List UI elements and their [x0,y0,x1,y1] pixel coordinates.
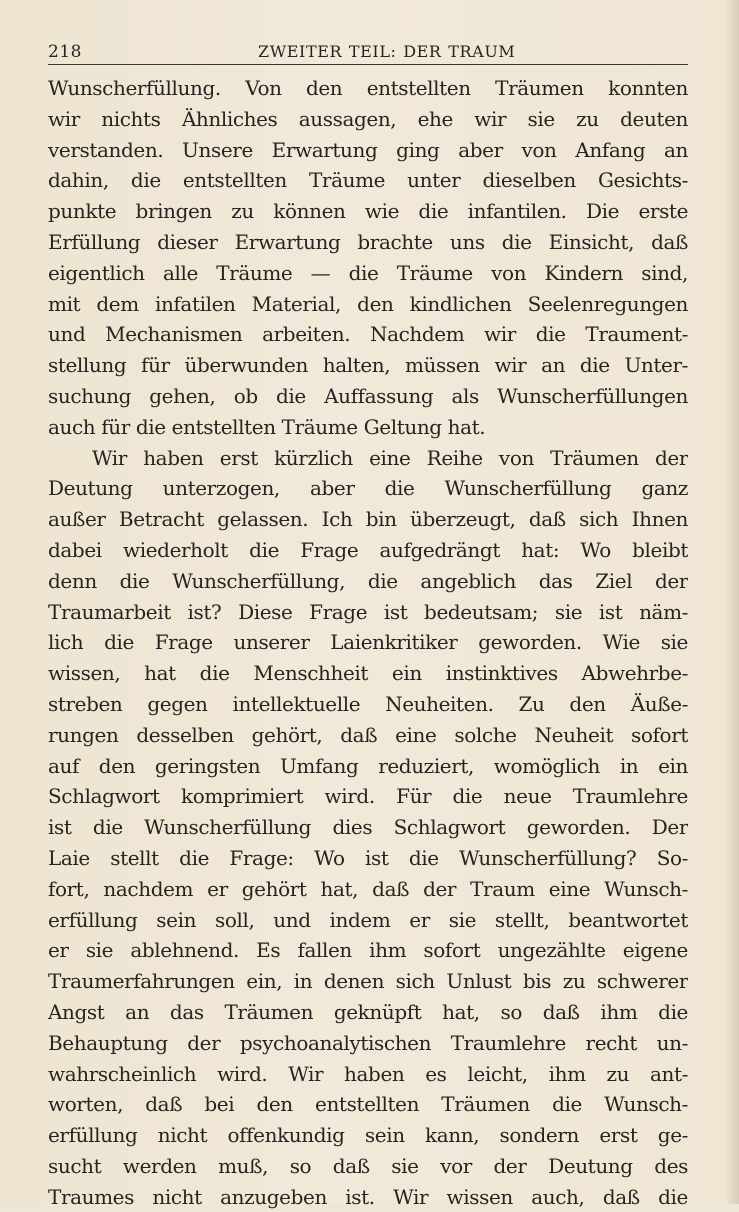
text-line: Wunscherfüllung. Von den entstellten Träumen konnten [48,76,688,100]
text-line: lich die Frage unserer Laienkritiker geworden. Wie sie [48,630,688,655]
text-line: sucht werden muß, so daß sie vor der Deutung des [48,1153,688,1178]
text-line: stellung für überwunden halten, müssen wir an die Unter- [48,353,688,378]
text-line: eigentlich alle Träume — die Träume von Kindern sind, [48,260,688,285]
text-line: Traumes nicht anzugeben ist. Wir wissen auch, daß die [48,1184,688,1209]
running-head: ZWEITER TEIL: DER TRAUM [258,42,516,61]
page-number: 218 [48,42,82,62]
text-line: dahin, die entstellten Träume unter dieselben Gesichts- [48,168,688,193]
text-line: streben gegen intellektuelle Neuheiten. Zu den Äuße- [48,691,688,716]
text-line: auf den geringsten Umfang reduziert, womöglich in ein [48,753,688,778]
text-line: Wir haben erst kürzlich eine Reihe von Träumen der [92,445,688,470]
text-line: dabei wiederholt die Frage aufgedrängt hat: Wo bleibt [48,537,688,562]
text-line: Behauptung der psychoanalytischen Traumlehre recht un- [48,1030,688,1055]
text-line: denn die Wunscherfüllung, die angeblich das Ziel der [48,568,688,593]
text-line: Deutung unterzogen, aber die Wunscherfüllung ganz [48,476,688,501]
text-line: erfüllung sein soll, und indem er sie stellt, beantwortet [48,907,688,932]
text-line: wahrscheinlich wird. Wir haben es leicht, ihm zu ant- [48,1061,688,1086]
text-line: und Mechanismen arbeiten. Nachdem wir die Traument- [48,322,688,347]
text-line: fort, nachdem er gehört hat, daß der Traum eine Wunsch- [48,876,688,901]
text-line: rungen desselben gehört, daß eine solche Neuheit sofort [48,722,688,747]
text-line: außer Betracht gelassen. Ich bin überzeugt, daß sich Ihnen [48,507,688,532]
text-line: Traumarbeit ist? Diese Frage ist bedeutsam; sie ist näm- [48,599,688,624]
paragraph-1 [48,73,688,443]
body-text [48,73,688,1212]
text-line: Angst an das Träumen geknüpft hat, so daß ihm die [48,999,688,1024]
text-line: wissen, hat die Menschheit ein instinktives Abwehrbe- [48,661,688,686]
text-line: Erfüllung dieser Erwartung brachte uns die Einsicht, daß [48,229,688,254]
text-line: punkte bringen zu können wie die infantilen. Die erste [48,199,688,224]
page-edge-shadow [725,0,739,1204]
text-line: mit dem infatilen Material, den kindlichen Seelenregungen [48,291,688,316]
text-line: suchung gehen, ob die Auffassung als Wunscherfüllungen [48,383,688,408]
text-line: ist die Wunscherfüllung dies Schlagwort geworden. Der [48,815,688,840]
text-line: erfüllung nicht offenkundig sein kann, sondern erst ge- [48,1123,688,1148]
text-line: worten, daß bei den entstellten Träumen die Wunsch- [48,1092,688,1117]
text-line: Traumerfahrungen ein, in denen sich Unlust bis zu schwerer [48,969,688,994]
text-line: Laie stellt die Frage: Wo ist die Wunscherfüllung? So- [48,845,688,870]
text-line: Schlagwort komprimiert wird. Für die neue Traumlehre [48,784,688,809]
paragraph-2 [48,443,688,1212]
text-line: auch für die entstellten Träume Geltung hat. [48,414,486,439]
text-line: er sie ablehnend. Es fallen ihm sofort ungezählte eigene [48,938,688,963]
text-line: verstanden. Unsere Erwartung ging aber von Anfang an [48,137,688,162]
page-header [48,38,688,65]
text-line: wir nichts Ähnliches aussagen, ehe wir sie zu deuten [48,106,688,131]
